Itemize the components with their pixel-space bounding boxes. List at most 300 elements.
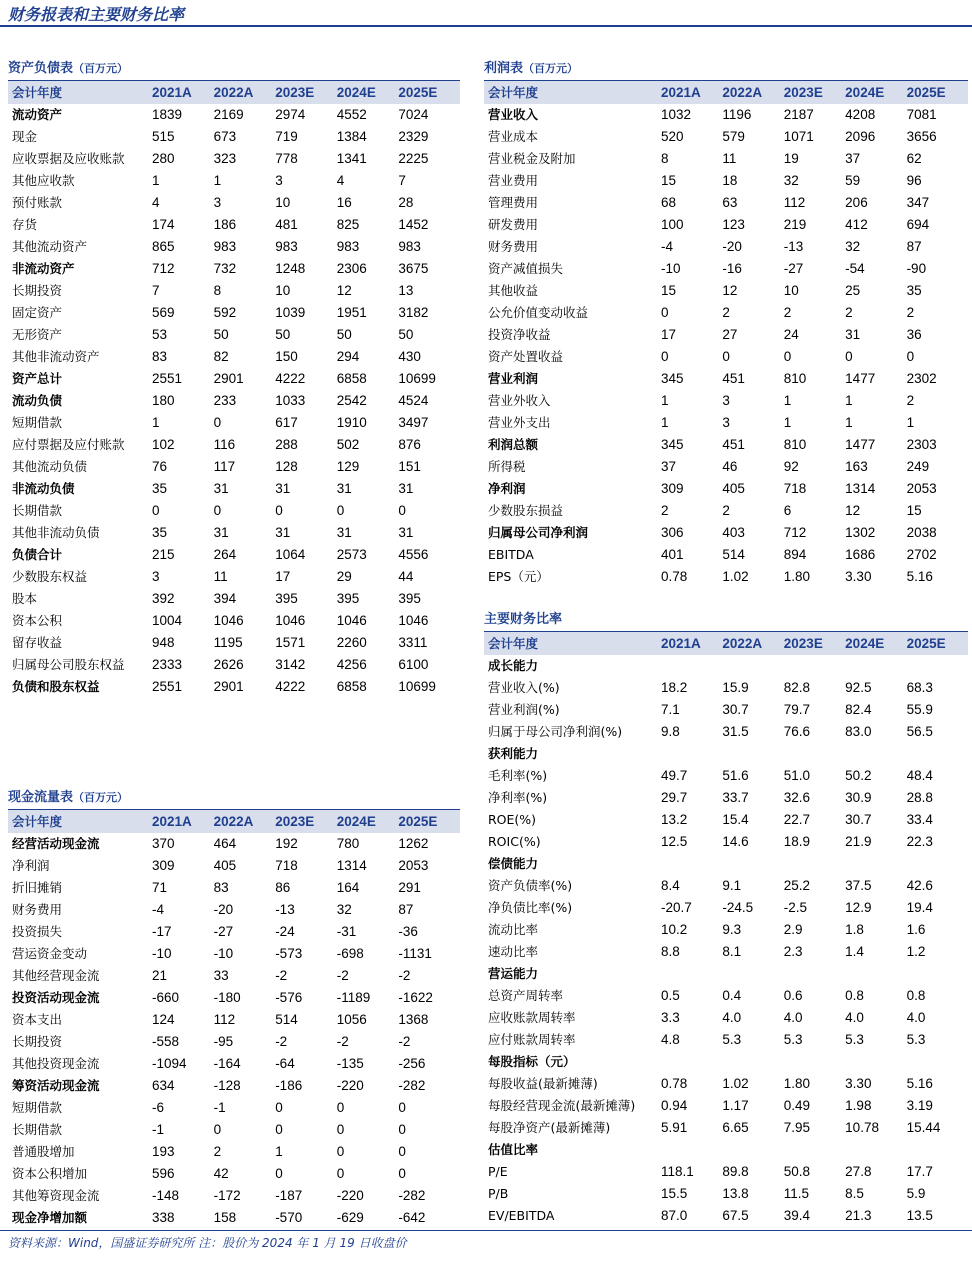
row-value: 3311 xyxy=(398,635,428,650)
row-value: -31 xyxy=(336,924,357,939)
row-value: 25.2 xyxy=(783,878,811,893)
row-value: 30.7 xyxy=(722,702,749,717)
row-value: 9.1 xyxy=(722,878,742,893)
row-value: 1064 xyxy=(275,547,306,562)
row-value: 306 xyxy=(661,525,684,540)
table-row xyxy=(8,192,460,214)
table-row xyxy=(484,214,968,236)
row-label: P/E xyxy=(488,1164,508,1179)
row-value: 8 xyxy=(661,151,669,166)
row-value: 116 xyxy=(213,437,236,452)
row-value: 0 xyxy=(275,1122,283,1137)
row-value: 7 xyxy=(152,283,160,298)
row-value: 68 xyxy=(661,195,677,210)
header-year: 2024E xyxy=(845,632,906,655)
row-label: 获利能力 xyxy=(488,746,539,761)
row-label: 公允价值变动收益 xyxy=(488,305,589,320)
row-value: 1046 xyxy=(398,613,429,628)
row-label: 非流动资产 xyxy=(12,261,75,276)
row-value: 1195 xyxy=(213,635,243,650)
row-value: 732 xyxy=(213,261,237,276)
row-label: 财务费用 xyxy=(488,239,539,254)
row-value: 1571 xyxy=(275,635,306,650)
row-value: 25 xyxy=(845,283,861,298)
row-value: 31 xyxy=(213,525,229,540)
row-value: 0 xyxy=(783,349,792,364)
table-row xyxy=(8,522,460,544)
row-value: 294 xyxy=(336,349,360,364)
row-value: 1 xyxy=(845,415,853,430)
row-value xyxy=(722,743,783,765)
row-value: 53 xyxy=(152,327,168,342)
row-value: 1 xyxy=(783,415,792,430)
row-value: 19.4 xyxy=(906,900,933,915)
row-value: 32 xyxy=(336,902,352,917)
income-title-text: 利润表 xyxy=(484,61,524,76)
ratios-title-text: 主要财务比率 xyxy=(484,612,563,627)
row-value: 0 xyxy=(398,1122,406,1137)
header-label: 会计年度 xyxy=(8,81,152,104)
cashflow-table xyxy=(8,810,460,1229)
row-value: 1.6 xyxy=(906,922,926,937)
row-value: 1033 xyxy=(275,393,306,408)
row-value: -64 xyxy=(275,1056,295,1071)
row-value: 0 xyxy=(722,349,730,364)
row-value: 1.17 xyxy=(722,1098,749,1113)
row-value: -576 xyxy=(275,990,303,1005)
row-value: 82.8 xyxy=(783,680,811,695)
row-label: 营业收入(%) xyxy=(488,680,560,695)
table-row xyxy=(484,1117,968,1139)
row-value: -558 xyxy=(152,1034,180,1049)
row-label: 短期借款 xyxy=(12,1100,63,1115)
row-value: -1094 xyxy=(152,1056,187,1071)
row-label: 留存收益 xyxy=(12,635,63,650)
row-value: 983 xyxy=(213,239,237,254)
row-value: 15.44 xyxy=(906,1120,941,1135)
row-value: 395 xyxy=(398,591,421,606)
row-value: 31.5 xyxy=(722,724,749,739)
table-row xyxy=(484,677,968,699)
row-value: -642 xyxy=(398,1210,426,1225)
row-value: 825 xyxy=(336,217,360,232)
row-value: 21.3 xyxy=(845,1208,872,1223)
row-value: 515 xyxy=(152,129,175,144)
row-value: 13.8 xyxy=(722,1186,749,1201)
row-label: 偿债能力 xyxy=(488,856,539,871)
row-value: 983 xyxy=(336,239,360,254)
row-value: 983 xyxy=(398,239,421,254)
row-value: -1622 xyxy=(398,990,433,1005)
row-label: 净利润 xyxy=(488,481,526,496)
ratios-block xyxy=(484,609,968,1227)
row-value: -2 xyxy=(275,968,288,983)
header-year: 2025E xyxy=(398,810,460,833)
row-value: 1.02 xyxy=(722,1076,749,1091)
table-row xyxy=(484,985,968,1007)
table-row xyxy=(484,1051,968,1073)
row-value: 481 xyxy=(275,217,298,232)
row-label: 固定资产 xyxy=(12,305,63,320)
row-value: -6 xyxy=(152,1100,165,1115)
row-value: 92 xyxy=(783,459,799,474)
row-label: 流动资产 xyxy=(12,107,63,122)
table-row xyxy=(8,236,460,258)
row-value: 1 xyxy=(661,393,669,408)
row-value: 118.1 xyxy=(661,1164,694,1179)
row-value: 392 xyxy=(152,591,175,606)
row-value: 983 xyxy=(275,239,298,254)
row-label: 营业成本 xyxy=(488,129,539,144)
row-label: 存货 xyxy=(12,217,38,232)
cashflow-block xyxy=(8,787,460,1229)
row-value: 780 xyxy=(336,836,360,851)
row-label: 股本 xyxy=(12,591,38,606)
row-value: 4.8 xyxy=(661,1032,680,1047)
row-value: 514 xyxy=(722,547,745,562)
row-value: 79.7 xyxy=(783,702,811,717)
row-value: 4 xyxy=(152,195,160,210)
row-label: EPS（元） xyxy=(488,569,549,584)
row-value: 2187 xyxy=(783,107,814,122)
row-value: 5.3 xyxy=(906,1032,926,1047)
row-value: 92.5 xyxy=(845,680,872,695)
row-value: 617 xyxy=(275,415,298,430)
row-label: 普通股增加 xyxy=(12,1144,75,1159)
row-value: 129 xyxy=(336,459,360,474)
row-value: 1 xyxy=(661,415,669,430)
row-label: 其他收益 xyxy=(488,283,539,298)
row-value: 5.16 xyxy=(906,1076,933,1091)
row-value: 33.4 xyxy=(906,812,933,827)
row-value: 1910 xyxy=(336,415,367,430)
row-value: 0 xyxy=(336,1166,345,1181)
row-label: EBITDA xyxy=(488,547,534,562)
row-value: 83 xyxy=(152,349,168,364)
row-value: 249 xyxy=(906,459,930,474)
row-value: 430 xyxy=(398,349,421,364)
table-row xyxy=(484,478,968,500)
row-value: 673 xyxy=(213,129,237,144)
table-row xyxy=(484,346,968,368)
table-row xyxy=(484,324,968,346)
row-value: 219 xyxy=(783,217,807,232)
row-value: 1262 xyxy=(398,836,429,851)
row-value: 4256 xyxy=(336,657,367,672)
row-value: 7.95 xyxy=(783,1120,811,1135)
row-value: 569 xyxy=(152,305,175,320)
row-label: 流动负债 xyxy=(12,393,63,408)
table-row xyxy=(484,897,968,919)
table-row xyxy=(8,566,460,588)
row-value: 15 xyxy=(906,503,922,518)
table-header-row xyxy=(8,810,460,833)
row-value: 1477 xyxy=(845,371,876,386)
row-value xyxy=(722,655,783,677)
row-value: 233 xyxy=(213,393,237,408)
table-row xyxy=(484,302,968,324)
table-row xyxy=(484,721,968,743)
row-value: 0 xyxy=(336,1122,345,1137)
row-value: 151 xyxy=(398,459,421,474)
row-value: 18.9 xyxy=(783,834,811,849)
row-label: 净负债比率(%) xyxy=(488,900,573,915)
row-label: 应付票据及应付账款 xyxy=(12,437,125,452)
row-value: 83.0 xyxy=(845,724,872,739)
row-value: 0 xyxy=(661,349,669,364)
row-value: 117 xyxy=(213,459,236,474)
row-label: 短期借款 xyxy=(12,415,63,430)
row-value: 579 xyxy=(722,129,745,144)
row-value: 1 xyxy=(152,415,160,430)
table-row xyxy=(8,1207,460,1229)
row-value: -36 xyxy=(398,924,418,939)
row-value: 2626 xyxy=(213,657,244,672)
row-value: 28 xyxy=(398,195,414,210)
table-row xyxy=(484,566,968,588)
row-value xyxy=(784,655,845,677)
row-value: 520 xyxy=(661,129,684,144)
row-value: 1.8 xyxy=(845,922,864,937)
table-row xyxy=(8,855,460,877)
row-value: 31 xyxy=(845,327,861,342)
row-value: 718 xyxy=(783,481,807,496)
row-value: 2260 xyxy=(336,635,367,650)
row-value: 0 xyxy=(336,1100,345,1115)
row-value: 42 xyxy=(213,1166,229,1181)
table-row xyxy=(484,1205,968,1227)
cashflow-unit: （百万元） xyxy=(73,791,129,804)
row-value: 0 xyxy=(398,1144,406,1159)
table-row xyxy=(8,1141,460,1163)
table-row xyxy=(8,1053,460,1075)
row-label: 财务费用 xyxy=(12,902,63,917)
row-value: -13 xyxy=(783,239,804,254)
table-row xyxy=(484,1007,968,1029)
row-value: 0 xyxy=(213,415,222,430)
row-value: 6.65 xyxy=(722,1120,749,1135)
row-value: -1 xyxy=(152,1122,165,1137)
header-year: 2021A xyxy=(152,810,214,833)
row-value xyxy=(784,1051,845,1073)
row-value: 2.3 xyxy=(783,944,803,959)
row-value: 3.19 xyxy=(906,1098,933,1113)
row-value: 12 xyxy=(722,283,738,298)
row-value: 0.8 xyxy=(845,988,864,1003)
row-value: 59 xyxy=(845,173,861,188)
row-label: 长期借款 xyxy=(12,1122,63,1137)
ratios-table xyxy=(484,632,968,1227)
row-value: -24 xyxy=(275,924,295,939)
row-value: -128 xyxy=(213,1078,241,1093)
row-value: 1032 xyxy=(661,107,692,122)
row-value: -54 xyxy=(845,261,865,276)
page-title: 财务报表和主要财务比率 xyxy=(8,5,185,24)
table-row xyxy=(484,831,968,853)
row-value: 0.6 xyxy=(783,988,803,1003)
row-label: 其他经营现金流 xyxy=(12,968,100,983)
row-value: 309 xyxy=(152,858,175,873)
row-value: 10 xyxy=(275,195,291,210)
row-value: -172 xyxy=(213,1188,241,1203)
table-row xyxy=(8,1031,460,1053)
row-value: 3182 xyxy=(398,305,429,320)
row-label: 其他筹资现金流 xyxy=(12,1188,100,1203)
row-label: 应收账款周转率 xyxy=(488,1010,576,1025)
row-value: 12.9 xyxy=(845,900,872,915)
row-value xyxy=(845,853,906,875)
row-label: 营运资金变动 xyxy=(12,946,88,961)
row-value: 2225 xyxy=(398,151,429,166)
header-year: 2025E xyxy=(398,81,460,104)
header-year: 2023E xyxy=(784,81,845,104)
row-value: 87.0 xyxy=(661,1208,688,1223)
row-value: 32.6 xyxy=(783,790,811,805)
row-value: 76 xyxy=(152,459,168,474)
table-row xyxy=(484,743,968,765)
balance-sheet-table xyxy=(8,81,460,698)
row-value: 15.5 xyxy=(661,1186,688,1201)
row-value: 596 xyxy=(152,1166,175,1181)
table-row xyxy=(484,544,968,566)
row-label: 资产负债率(%) xyxy=(488,878,573,893)
row-value: 8.4 xyxy=(661,878,680,893)
row-value: -629 xyxy=(336,1210,364,1225)
row-value: 51.0 xyxy=(783,768,811,783)
row-value: -573 xyxy=(275,946,303,961)
row-value: 3.30 xyxy=(845,1076,872,1091)
title-divider xyxy=(0,25,972,27)
table-row xyxy=(8,170,460,192)
income-statement-title xyxy=(484,58,968,81)
row-value: 10.78 xyxy=(845,1120,879,1135)
table-row xyxy=(8,214,460,236)
row-value xyxy=(845,1139,906,1161)
row-label: 利润总额 xyxy=(488,437,539,452)
table-row xyxy=(484,853,968,875)
ratios-title xyxy=(484,609,968,632)
row-value: 4.0 xyxy=(845,1010,864,1025)
row-value: 31 xyxy=(336,481,352,496)
row-value: -256 xyxy=(398,1056,426,1071)
row-value: 17 xyxy=(275,569,291,584)
row-value: 37 xyxy=(661,459,677,474)
row-value: 56.5 xyxy=(906,724,933,739)
row-value: 712 xyxy=(152,261,175,276)
row-value: 19 xyxy=(783,151,799,166)
row-value: 17.7 xyxy=(906,1164,933,1179)
row-value: 7081 xyxy=(906,107,937,122)
row-value: 2038 xyxy=(906,525,937,540)
row-value: 0 xyxy=(152,503,160,518)
row-value: 1452 xyxy=(398,217,429,232)
row-value: 7.1 xyxy=(661,702,680,717)
row-value: 2702 xyxy=(906,547,937,562)
row-value: 12 xyxy=(845,503,861,518)
row-label: 少数股东损益 xyxy=(488,503,564,518)
table-row xyxy=(8,346,460,368)
header-year: 2022A xyxy=(214,810,276,833)
row-value: -2.5 xyxy=(783,900,808,915)
row-value: -660 xyxy=(152,990,180,1005)
row-label: 营业外收入 xyxy=(488,393,551,408)
row-value: -187 xyxy=(275,1188,303,1203)
row-label: 投资活动现金流 xyxy=(12,990,100,1005)
row-value: 67.5 xyxy=(722,1208,749,1223)
row-value: 718 xyxy=(275,858,298,873)
row-label: 非流动负债 xyxy=(12,481,75,496)
row-value: 280 xyxy=(152,151,175,166)
row-value: 18.2 xyxy=(661,680,688,695)
row-label: 营运能力 xyxy=(488,966,539,981)
row-value: 2 xyxy=(845,305,853,320)
source-note: 资料来源：Wind，国盛证券研究所 注：股价为 2024 年 1 月 19 日收盘价 xyxy=(8,1236,407,1250)
row-value: 4552 xyxy=(336,107,367,122)
row-value: 44 xyxy=(398,569,414,584)
row-value: 0.5 xyxy=(661,988,680,1003)
row-value: -220 xyxy=(336,1188,364,1203)
row-value: 1 xyxy=(275,1144,283,1159)
table-row xyxy=(484,1029,968,1051)
row-value: 11 xyxy=(213,569,228,584)
row-label: 筹资活动现金流 xyxy=(12,1078,100,1093)
row-value: 50 xyxy=(336,327,352,342)
row-value: 18 xyxy=(722,173,738,188)
row-value xyxy=(784,743,845,765)
row-value: 3.3 xyxy=(661,1010,680,1025)
row-value: -20 xyxy=(213,902,234,917)
row-value: -282 xyxy=(398,1078,426,1093)
row-value: 29 xyxy=(336,569,352,584)
table-row xyxy=(484,280,968,302)
row-value: 1.80 xyxy=(783,1076,811,1091)
row-value xyxy=(784,853,845,875)
row-value: 1248 xyxy=(275,261,306,276)
row-value: 2551 xyxy=(152,371,183,386)
row-value: 5.91 xyxy=(661,1120,688,1135)
row-value xyxy=(784,1139,845,1161)
row-value: 1 xyxy=(783,393,792,408)
row-value: 3 xyxy=(213,195,222,210)
row-label: 成长能力 xyxy=(488,658,539,673)
row-value: 87 xyxy=(398,902,414,917)
row-value: -2 xyxy=(275,1034,288,1049)
row-value: 8.8 xyxy=(661,944,680,959)
row-value: 6858 xyxy=(336,371,367,386)
row-value: 62 xyxy=(906,151,922,166)
row-label: 营业利润(%) xyxy=(488,702,560,717)
row-value: 33.7 xyxy=(722,790,749,805)
row-value: 2053 xyxy=(906,481,937,496)
row-value: 1314 xyxy=(845,481,876,496)
row-value: 347 xyxy=(906,195,930,210)
row-value: 35 xyxy=(152,481,168,496)
table-row xyxy=(8,390,460,412)
row-value: 4.0 xyxy=(722,1010,742,1025)
row-value: 0 xyxy=(336,1144,345,1159)
table-row xyxy=(484,148,968,170)
row-value: 15 xyxy=(661,283,677,298)
row-value: -2 xyxy=(398,968,411,983)
header-year: 2022A xyxy=(722,632,783,655)
row-value: 89.8 xyxy=(722,1164,749,1179)
table-row xyxy=(484,390,968,412)
header-year: 2023E xyxy=(275,81,337,104)
table-row xyxy=(484,104,968,126)
row-value: 76.6 xyxy=(783,724,811,739)
row-value: -570 xyxy=(275,1210,303,1225)
table-row xyxy=(8,588,460,610)
